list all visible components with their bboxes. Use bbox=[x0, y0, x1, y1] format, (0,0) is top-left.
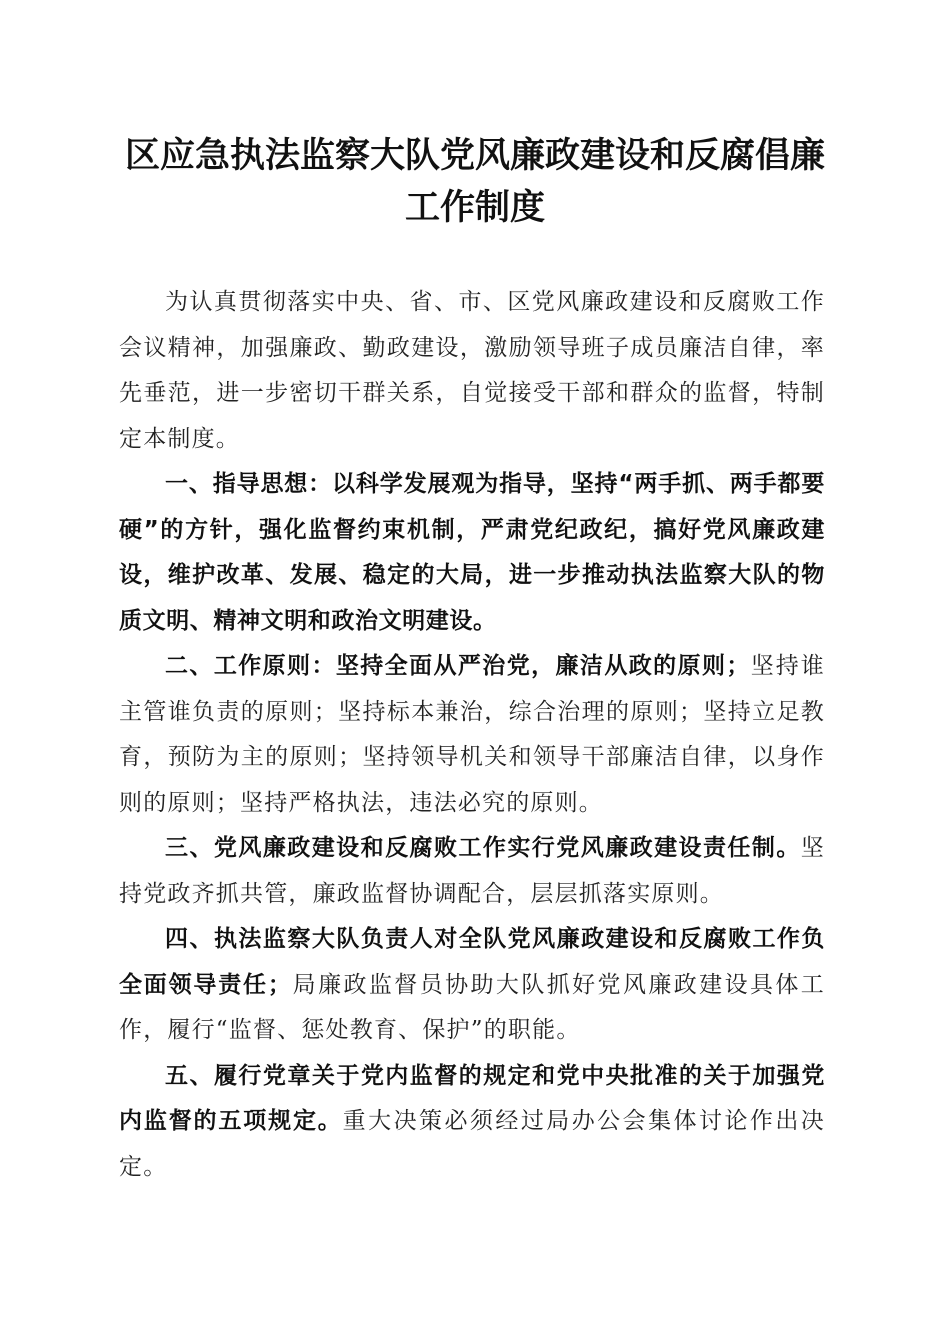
paragraph-guiding-ideology bbox=[119, 462, 825, 644]
paragraph-lead: 一、指导思想：以科学发展观为指导，坚持“两手抓、两手都要硬”的方针，强化监督约束机制，严肃党纪政纪，搞好党风廉政建设，维护改革、发展、稳定的大局，进一步推动执法监察大队的物质文明、精神文明和政治文明建设。 bbox=[119, 471, 825, 634]
paragraph-text: 为认真贯彻落实中央、省、市、区党风廉政建设和反腐败工作会议精神，加强廉政、勤政建设，激励领导班子成员廉洁自律，率先垂范，进一步密切干群关系，自觉接受干部和群众的监督，特制定本制度。 bbox=[119, 289, 825, 452]
title-line-1: 区应急执法监察大队党风廉政建设和反腐倡廉 bbox=[124, 135, 825, 176]
paragraph-work-principles bbox=[119, 644, 825, 826]
paragraph-text: 坚持党政齐抓共管，廉政监督协调配合，层层抓落实原则。 bbox=[119, 835, 825, 907]
paragraph-internal-supervision bbox=[119, 1054, 825, 1191]
paragraph-responsibility-system bbox=[119, 826, 825, 917]
paragraph-lead: 四、执法监察大队负责人对全队党风廉政建设和反腐败工作负全面领导责任； bbox=[119, 926, 825, 998]
paragraph-text: 坚持谁主管谁负责的原则；坚持标本兼治，综合治理的原则；坚持立足教育，预防为主的原则；坚持领导机关和领导干部廉洁自律，以身作则的原则；坚持严格执法，违法必究的原则。 bbox=[119, 653, 825, 816]
paragraph-text: 重大决策必须经过局办公会集体讨论作出决定。 bbox=[119, 1108, 825, 1180]
paragraph-lead: 二、工作原则：坚持全面从严治党，廉洁从政的原则； bbox=[165, 653, 750, 679]
paragraph-intro bbox=[119, 280, 825, 462]
document-body bbox=[119, 280, 825, 1190]
title-line-2: 工作制度 bbox=[404, 187, 545, 228]
paragraph-text: 局廉政监督员协助大队抓好党风廉政建设具体工作，履行“监督、惩处教育、保护”的职能。 bbox=[119, 971, 826, 1043]
paragraph-lead: 三、党风廉政建设和反腐败工作实行党风廉政建设责任制。 bbox=[165, 835, 801, 861]
paragraph-leadership-duty bbox=[119, 917, 825, 1054]
document-title bbox=[100, 130, 850, 234]
paragraph-lead: 五、履行党章关于党内监督的规定和党中央批准的关于加强党内监督的五项规定。 bbox=[119, 1062, 825, 1134]
